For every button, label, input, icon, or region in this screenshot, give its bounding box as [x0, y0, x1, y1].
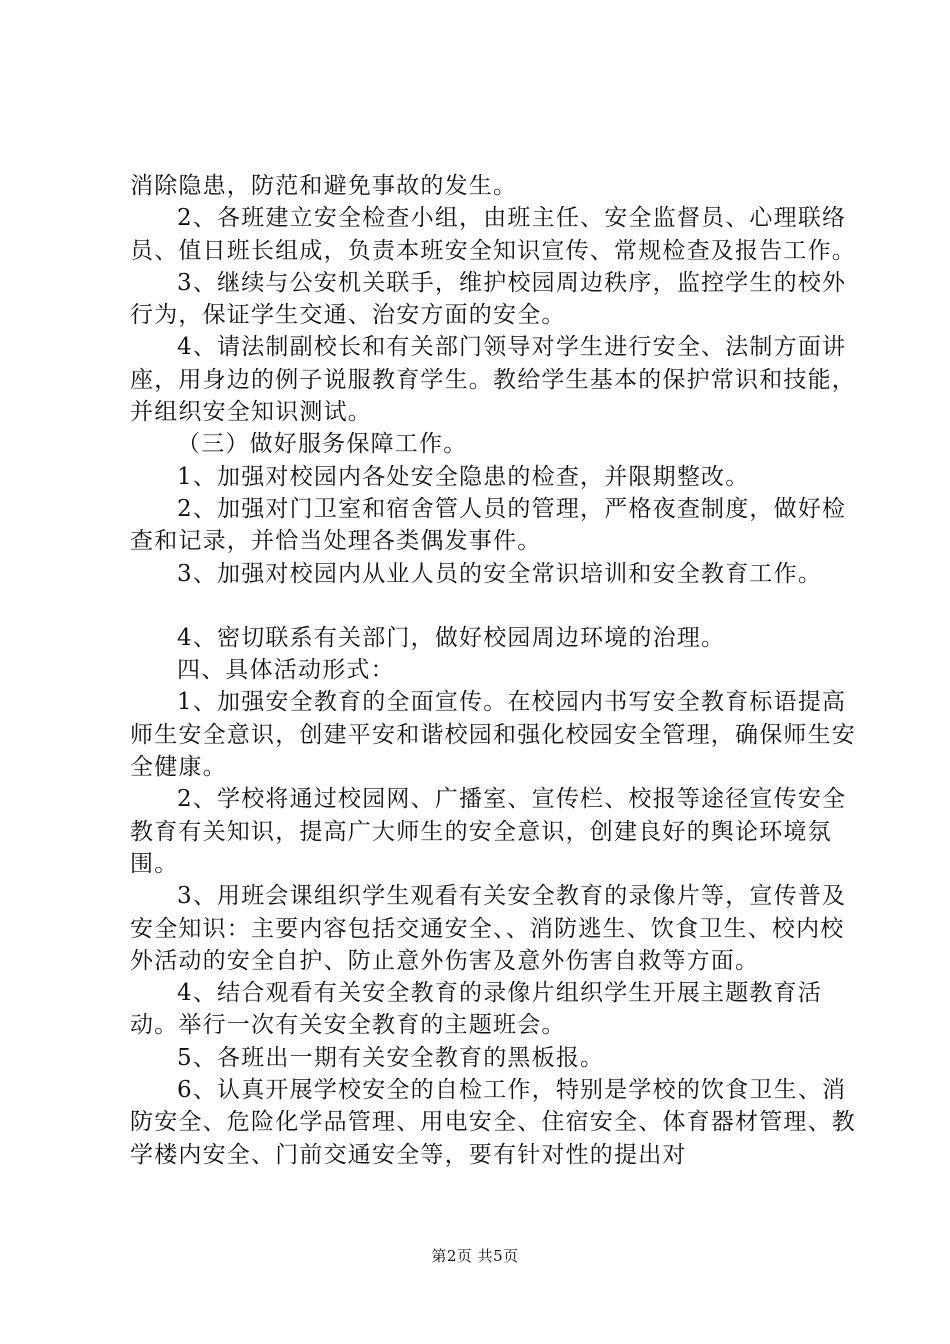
- paragraph: 2、学校将通过校园网、广播室、宣传栏、校报等途径宣传安全教育有关知识，提高广大师生的安全意识，创建良好的舆论环境氛围。: [130, 786, 847, 877]
- paragraph: 4、密切联系有关部门，做好校园周边环境的治理。: [177, 624, 726, 651]
- paragraph: 5、各班出一期有关安全教育的黑板报。: [177, 1044, 605, 1071]
- paragraph: 4、结合观看有关安全教育的录像片组织学生开展主题教育活动。举行一次有关安全教育的主题班会。: [130, 980, 823, 1039]
- paragraph: 3、继续与公安机关联手，维护校园周边秩序，监控学生的校外行为，保证学生交通、治安方面的安全。: [130, 269, 847, 329]
- section-heading: （三）做好服务保障工作。: [177, 431, 468, 458]
- paragraph: 1、加强安全教育的全面宣传。在校园内书写安全教育标语提高师生安全意识，创建平安和谐校园和强化校园安全管理，确保师生安全健康。: [130, 689, 856, 781]
- blank-line: [130, 590, 860, 622]
- paragraph: 2、加强对门卫室和宿舍管人员的管理，严格夜查制度，做好检查和记录，并恰当处理各类偶发事件。: [130, 495, 847, 555]
- paragraph: 4、请法制副校长和有关部门领导对学生进行安全、法制方面讲座，用身边的例子说服教育学生。教给学生基本的保护常识和技能，并组织安全知识测试。: [130, 334, 856, 426]
- paragraph: 1、加强对校园内各处安全隐患的检查，并限期整改。: [177, 463, 750, 490]
- paragraph: 3、用班会课组织学生观看有关安全教育的录像片等，宣传普及安全知识：主要内容包括交通安全、、消防逃生、饮食卫生、校内校外活动的安全自护、防止意外伤害及意外伤害自救等方面。: [130, 883, 847, 974]
- section-heading: 四、具体活动形式：: [177, 657, 395, 684]
- page-number: 第2页 共5页: [431, 1247, 519, 1265]
- paragraph: 消除隐患，防范和避免事故的发生。: [130, 173, 518, 199]
- paragraph: 3、加强对校园内从业人员的安全常识培训和安全教育工作。: [177, 560, 823, 587]
- paragraph: 2、各班建立安全检查小组，由班主任、安全监督员、心理联络员、值日班长组成，负责本班安全知识宣传、常规检查及报告工作。: [130, 205, 856, 264]
- paragraph: 6、认真开展学校安全的自检工作，特别是学校的饮食卫生、消防安全、危险化学品管理、用电安全、住宿安全、体育器材管理、教学楼内安全、门前交通安全等，要有针对性的提出对: [130, 1077, 856, 1168]
- document-body: [130, 170, 860, 1171]
